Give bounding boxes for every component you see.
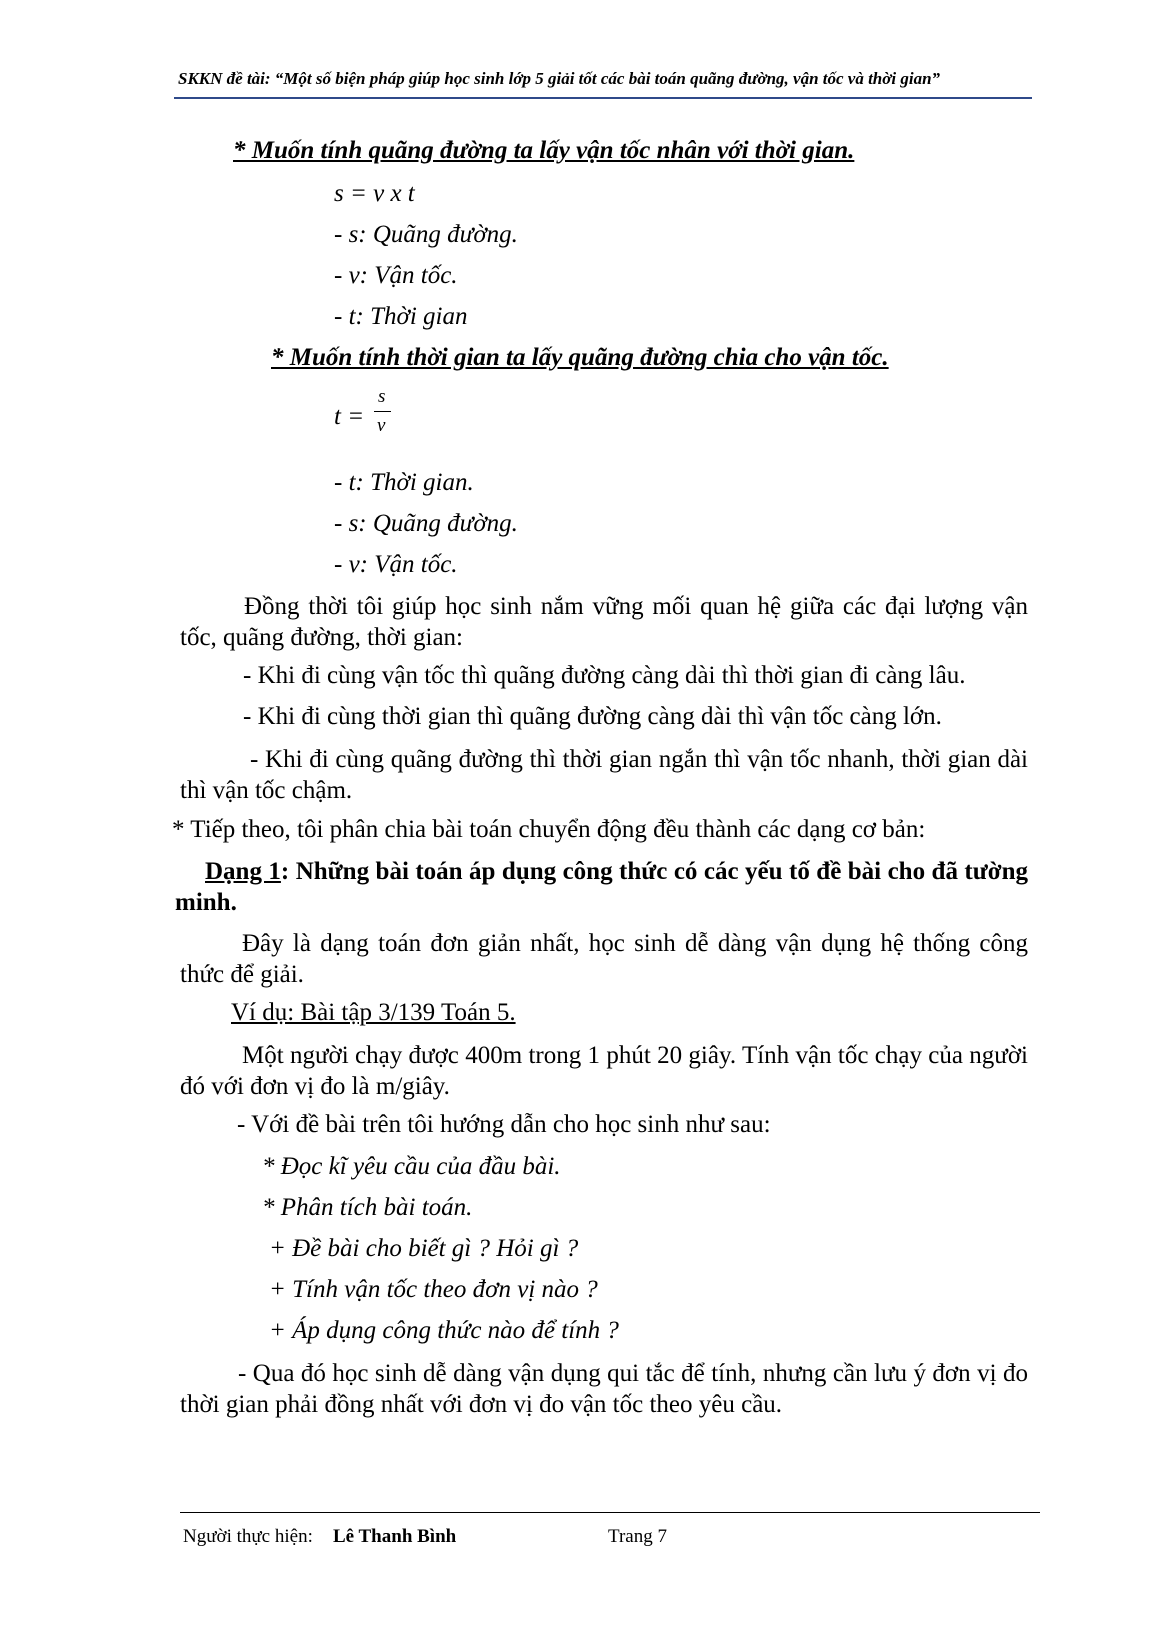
example-guide: - Với đề bài trên tôi hướng dẫn cho học sinh như sau:	[237, 1111, 771, 1138]
relation-item: - Khi đi cùng quãng đường thì thời gian ngắn thì vận tốc nhanh, thời gian dài thì vận tốc chậm.	[180, 746, 1028, 804]
time-rule-heading: * Muốn tính thời gian ta lấy quãng đường chia cho vận tốc.	[271, 344, 889, 371]
fraction-bar	[374, 411, 391, 412]
example-question: + Áp dụng công thức nào để tính ?	[269, 1317, 619, 1344]
next-step-text: * Tiếp theo, tôi phân chia bài toán chuyển động đều thành các dạng cơ bản:	[172, 816, 926, 843]
dang1-heading	[175, 856, 1028, 918]
example-question: + Tính vận tốc theo đơn vị nào ?	[269, 1276, 598, 1303]
distance-formula: s = v x t	[334, 180, 415, 207]
footer-author-label: Người thực hiện:	[183, 1526, 313, 1547]
distance-item: - t: Thời gian	[334, 303, 468, 330]
relations-intro: Đồng thời tôi giúp học sinh nắm vững mối quan hệ giữa các đại lượng vận tốc, quãng đường, thời gian:	[180, 593, 1028, 651]
distance-rule-heading: * Muốn tính quãng đường ta lấy vận tốc nhân với thời gian.	[233, 137, 855, 164]
time-item: - s: Quãng đường.	[334, 510, 518, 537]
time-formula-lhs: t =	[334, 403, 365, 430]
time-item: - v: Vận tốc.	[334, 551, 458, 578]
time-item: - t: Thời gian.	[334, 469, 474, 496]
time-formula-numerator: s	[378, 386, 386, 407]
document-header: SKKN đề tài: “Một số biện pháp giúp học sinh lớp 5 giải tốt các bài toán quãng đường, vận tốc và thời gian”	[178, 69, 941, 88]
dang1-label: Dạng 1	[205, 858, 281, 885]
dang1-description: Đây là dạng toán đơn giản nhất, học sinh dễ dàng vận dụng hệ thống công thức để giải.	[180, 930, 1028, 988]
footer-author-name: Lê Thanh Bình	[333, 1526, 457, 1547]
dang1-title: : Những bài toán áp dụng công thức có các yếu tố đề bài cho đã tường minh.	[175, 858, 1028, 916]
example-step: * Phân tích bài toán.	[262, 1194, 473, 1221]
relation-item: - Khi đi cùng thời gian thì quãng đường càng dài thì vận tốc càng lớn.	[243, 703, 942, 730]
example-problem: Một người chạy được 400m trong 1 phút 20 giây. Tính vận tốc chạy của người đó với đơn vị đo là m/giây.	[180, 1042, 1028, 1100]
time-formula-denominator: v	[377, 415, 386, 436]
relation-item: - Khi đi cùng vận tốc thì quãng đường càng dài thì thời gian đi càng lâu.	[243, 662, 966, 689]
distance-item: - v: Vận tốc.	[334, 262, 458, 289]
page-number: Trang 7	[608, 1526, 667, 1547]
footer-divider	[180, 1512, 1040, 1513]
distance-item: - s: Quãng đường.	[334, 221, 518, 248]
example-step: * Đọc kĩ yêu cầu của đầu bài.	[262, 1153, 561, 1180]
example-question: + Đề bài cho biết gì ? Hỏi gì ?	[269, 1235, 579, 1262]
header-divider	[174, 97, 1032, 99]
example-title: Ví dụ: Bài tập 3/139 Toán 5.	[231, 999, 516, 1026]
example-note: - Qua đó học sinh dễ dàng vận dụng qui tắc để tính, nhưng cần lưu ý đơn vị đo thời gian phải đồng nhất với đơn vị đo vận tốc theo yêu cầu.	[180, 1360, 1028, 1418]
